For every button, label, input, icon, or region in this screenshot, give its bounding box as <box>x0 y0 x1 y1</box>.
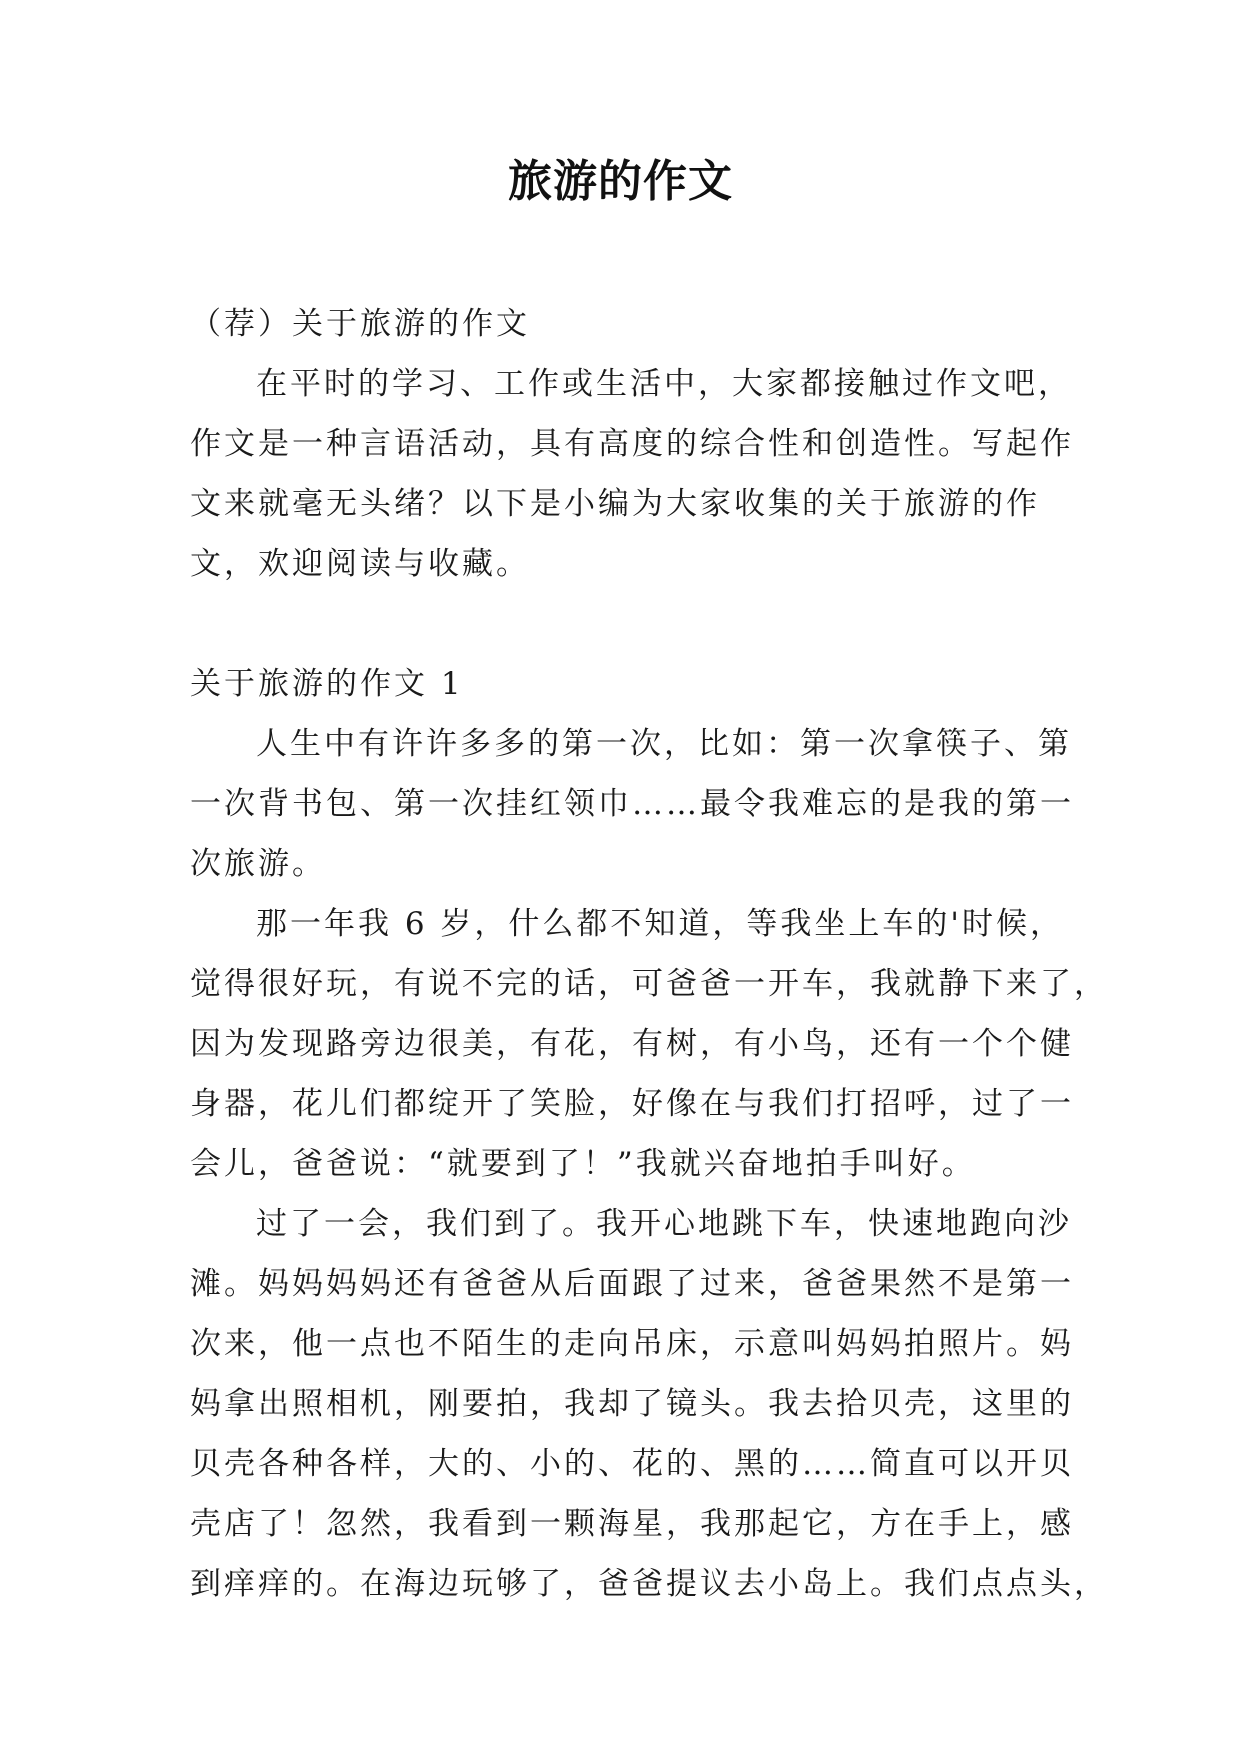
paragraph2-line: 因为发现路旁边很美，有花，有树，有小鸟，还有一个个健 <box>190 1026 1074 1062</box>
paragraph2-line: 会儿，爸爸说：“就要到了！”我就兴奋地拍手叫好。 <box>190 1146 976 1182</box>
intro-line: 在平时的学习、工作或生活中，大家都接触过作文吧， <box>256 366 1072 402</box>
paragraph1-line: 人生中有许许多多的第一次，比如：第一次拿筷子、第 <box>256 726 1072 762</box>
document-subtitle: （荐）关于旅游的作文 <box>190 306 530 342</box>
paragraph1-line: 一次背书包、第一次挂红领巾……最令我难忘的是我的第一 <box>190 786 1074 822</box>
paragraph3-line: 过了一会，我们到了。我开心地跳下车，快速地跑向沙 <box>256 1206 1072 1242</box>
paragraph2-line: 身器，花儿们都绽开了笑脸，好像在与我们打招呼，过了一 <box>190 1086 1074 1122</box>
section-heading: 关于旅游的作文 1 <box>190 666 464 702</box>
document-body <box>190 294 1108 1614</box>
document-title: 旅游的作文 <box>508 156 733 207</box>
paragraph3-line: 贝壳各种各样，大的、小的、花的、黑的……简直可以开贝 <box>190 1446 1074 1482</box>
intro-line: 文来就毫无头绪？以下是小编为大家收集的关于旅游的作 <box>190 486 1040 522</box>
paragraph2-line: 那一年我 6 岁，什么都不知道，等我坐上车的'时候， <box>256 906 1064 942</box>
paragraph2-line: 觉得很好玩，有说不完的话，可爸爸一开车，我就静下来了， <box>190 966 1108 1002</box>
paragraph-spacer <box>190 594 1060 654</box>
intro-line: 作文是一种言语活动，具有高度的综合性和创造性。写起作 <box>190 426 1074 462</box>
intro-line: 文，欢迎阅读与收藏。 <box>190 546 530 582</box>
paragraph3-line: 滩。妈妈妈妈还有爸爸从后面跟了过来，爸爸果然不是第一 <box>190 1266 1074 1302</box>
paragraph3-line: 次来，他一点也不陌生的走向吊床，示意叫妈妈拍照片。妈 <box>190 1326 1074 1362</box>
paragraph3-line: 到痒痒的。在海边玩够了，爸爸提议去小岛上。我们点点头， <box>190 1566 1108 1602</box>
paragraph3-line: 妈拿出照相机，刚要拍，我却了镜头。我去拾贝壳，这里的 <box>190 1386 1074 1422</box>
paragraph1-line: 次旅游。 <box>190 846 326 882</box>
paragraph3-line: 壳店了！忽然，我看到一颗海星，我那起它，方在手上，感 <box>190 1506 1074 1542</box>
